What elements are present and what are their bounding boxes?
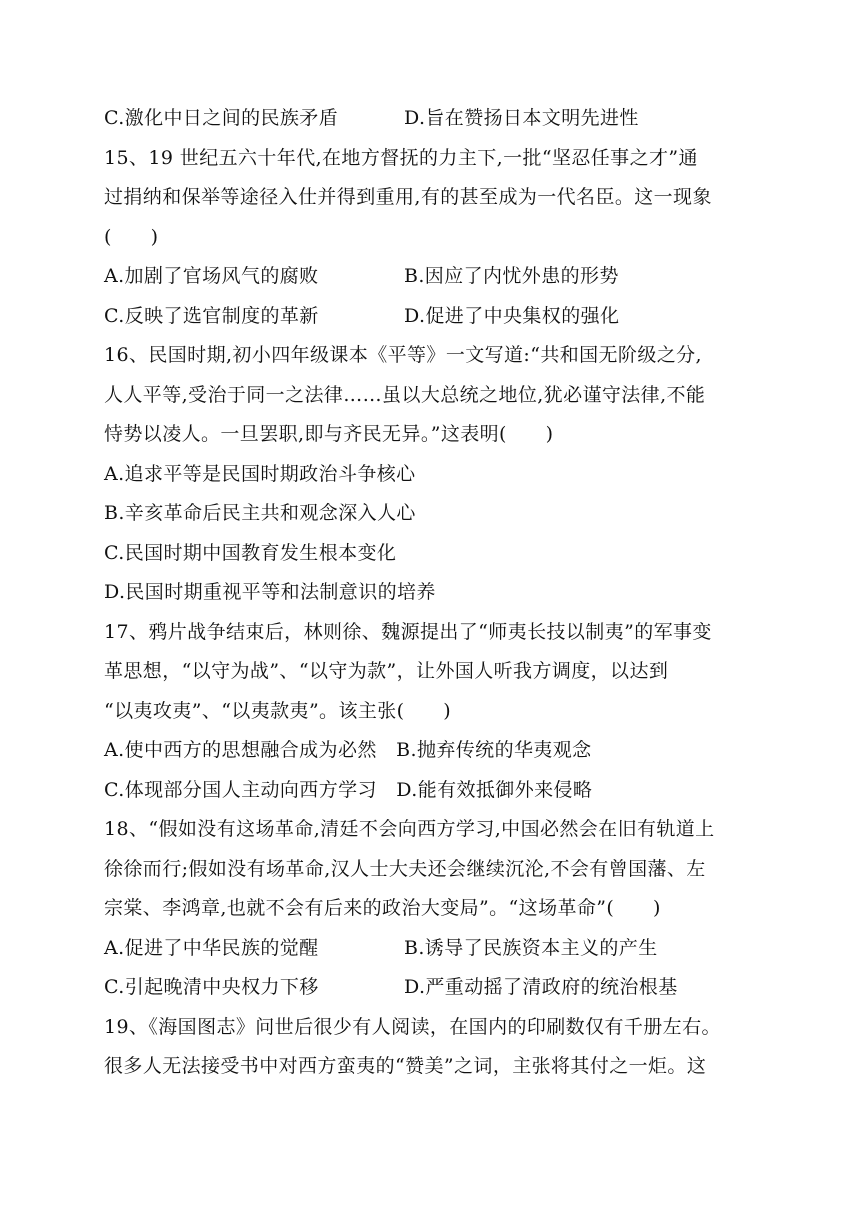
option-left: C.反映了选官制度的革新 (104, 305, 319, 327)
option-right: B.诱导了民族资本主义的产生 (404, 937, 658, 959)
text-line: 17、鸦片战争结束后，林则徐、魏源提出了“师夷长技以制夷”的军事变 (104, 621, 712, 643)
text-line: 徐徐而行;假如没有场革命,汉人士大夫还会继续沉沦,不会有曾国藩、左 (104, 858, 706, 880)
text-line: D.民国时期重视平等和法制意识的培养 (104, 581, 436, 603)
text-line: 18、“假如没有这场革命,清廷不会向西方学习,中国必然会在旧有轨道上 (104, 818, 715, 840)
text-line: 很多人无法接受书中对西方蛮夷的“赞美”之词，主张将其付之一炬。这 (104, 1055, 707, 1077)
option-right: D.促进了中央集权的强化 (404, 305, 620, 327)
text-line: 16、民国时期,初小四年级课本《平等》一文写道:“共和国无阶级之分, (104, 344, 702, 366)
option-left: C.激化中日之间的民族矛盾 (104, 107, 339, 129)
text-line: 19、《海国图志》问世后很少有人阅读，在国内的印刷数仅有千册左右。 (104, 1016, 721, 1038)
text-line: B.辛亥革命后民主共和观念深入人心 (104, 502, 416, 524)
text-line: ( ) (104, 226, 159, 248)
text-line: 恃势以凌人。一旦罢职,即与齐民无异。”这表明( ) (104, 423, 554, 445)
text-line: 宗棠、李鸿章,也就不会有后来的政治大变局”。“这场革命”( ) (104, 897, 661, 919)
text-line: A.使中西方的思想融合成为必然 B.抛弃传统的华夷观念 (104, 739, 592, 761)
text-line: “以夷攻夷”、“以夷款夷”。该主张( ) (104, 700, 452, 722)
option-left: C.引起晚清中央权力下移 (104, 976, 319, 998)
option-right: B.因应了内忧外患的形势 (404, 265, 619, 287)
text-line: C.民国时期中国教育发生根本变化 (104, 542, 397, 564)
option-right: D.旨在赞扬日本文明先进性 (404, 107, 639, 129)
text-line: 过捐纳和保举等途径入仕并得到重用,有的甚至成为一代名臣。这一现象 (104, 186, 712, 208)
option-left: A.促进了中华民族的觉醒 (104, 937, 319, 959)
text-line: 15、19 世纪五六十年代,在地方督抚的力主下,一批“坚忍任事之才”通 (104, 147, 698, 169)
text-line: 人人平等,受治于同一之法律……虽以大总统之地位,犹必谨守法律,不能 (104, 384, 706, 406)
option-left: A.加剧了官场风气的腐败 (104, 265, 319, 287)
option-right: D.严重动摇了清政府的统治根基 (404, 976, 678, 998)
text-line: A.追求平等是民国时期政治斗争核心 (104, 463, 416, 485)
text-line: C.体现部分国人主动向西方学习 D.能有效抵御外来侵略 (104, 779, 593, 801)
text-line: 革思想，“以守为战”、“以守为款”，让外国人听我方调度，以达到 (104, 660, 669, 682)
